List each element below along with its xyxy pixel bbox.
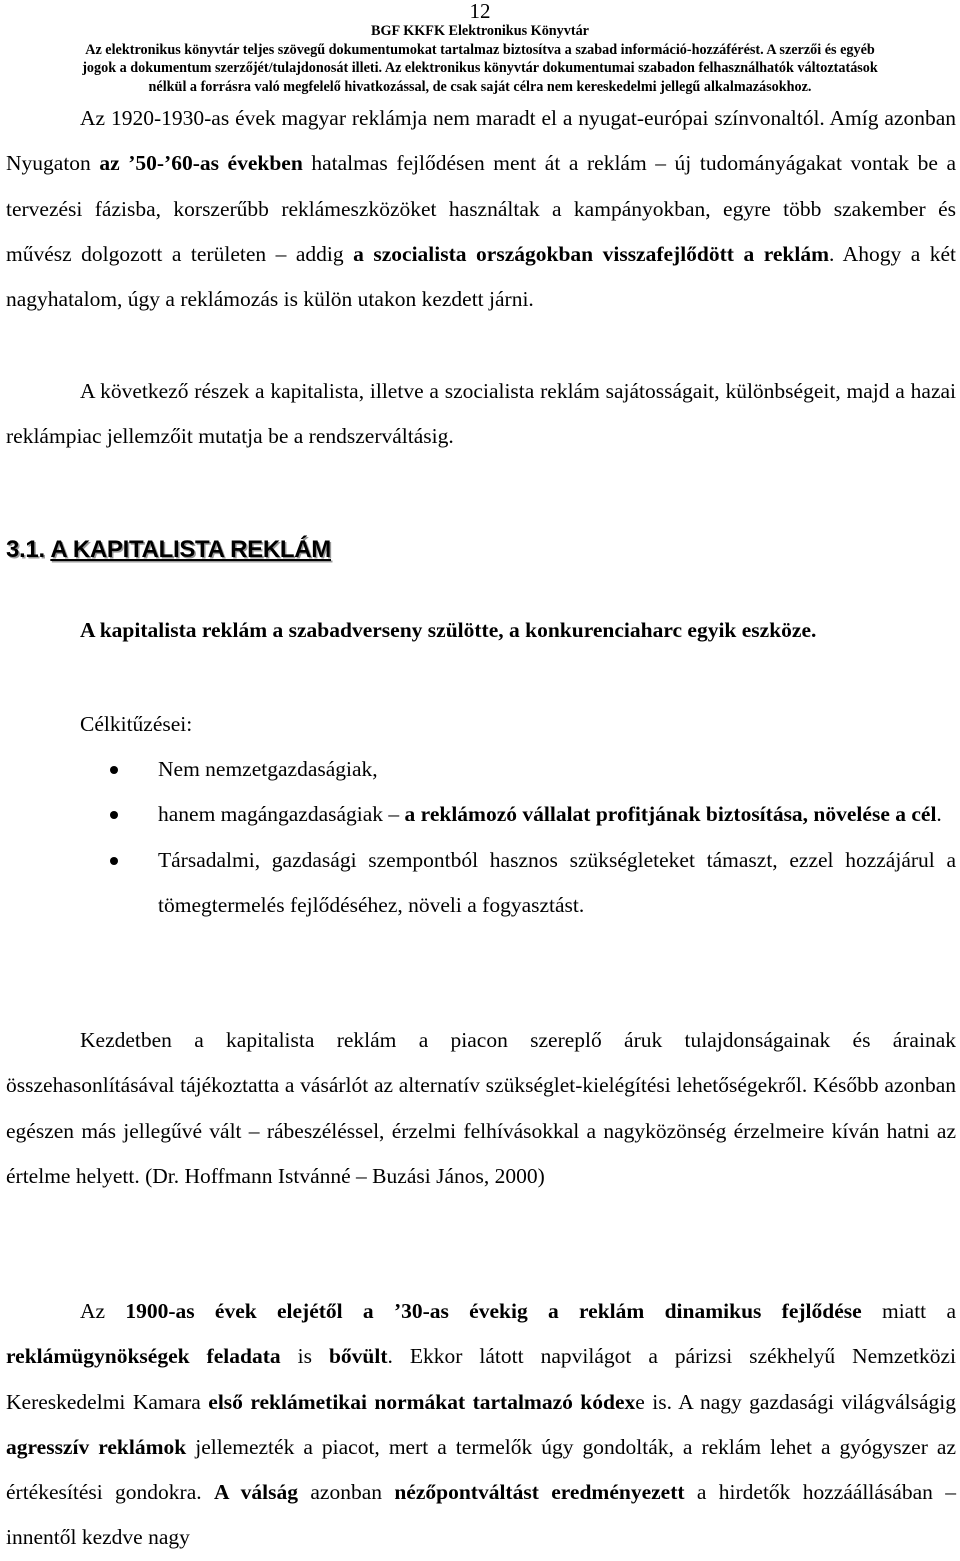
copyright-notice [0, 22, 960, 96]
section-lead: A kapitalista reklám a szabadverseny szülötte, a konkurenciaharc egyik eszköze. [80, 618, 817, 642]
section-title: A KAPITALISTA REKLÁM [50, 536, 331, 563]
paragraph-intro: Az 1920-1930-as évek magyar reklámja nem maradt el a nyugat-európai színvonaltól. Amíg azonban Nyugaton az ’50-’60-as években hatalmas fejlődésen ment át a reklám – új tudományágakat vontak be a tervezési fázisba, korszerűbb reklámeszközöket használtak a kampányokban, egyre több szakember és művész dolgozott a területen – addig a szocialista országokban visszafejlődött a reklám. Ahogy a két nagyhatalom, úgy a reklámozás is külön utakon kezdett járni. [6, 106, 957, 312]
section-number: 3.1. [6, 536, 45, 563]
notice-line-2: jogok a dokumentum szerzőjét/tulajdonosát illeti. Az elektronikus könyvtár dokumentumai szabadon felhasználhatók változtatások [82, 60, 878, 76]
page-number: 12 [469, 0, 491, 23]
goals-list [0, 747, 956, 928]
list-item: Társadalmi, gazdasági szempontból hasznos szükségleteket támaszt, ezzel hozzájárul a tömegtermelés fejlődéséhez, növeli a fogyasztást. [0, 838, 956, 929]
bullet-icon [110, 766, 118, 774]
notice-line-3: nélkül a forrásra való megfelelő hivatkozással, de csak saját célra nem kereskedelmi jellegű alkalmazásokhoz. [148, 78, 812, 95]
paragraph-history: Az 1900-as évek elejétől a ’30-as évekig a reklám dinamikus fejlődése miatt a reklámügynökségek feladata is bővült. Ekkor látott napvilágot a párizsi székhelyű Nemzetközi Kereskedelmi Kamara első reklámetikai normákat tartalmazó kódexe is. A nagy gazdasági világválságig agresszív reklámok jellemezték a piacot, mert a termelők úgy gondolták, a reklám lehet a gyógyszer az értékesítési gondokra. A válság azonban nézőpontváltást eredményezett a hirdetők hozzáállásában – innentől kezdve nagy [6, 1299, 956, 1550]
section-heading [6, 536, 331, 564]
list-item: hanem magángazdaságiak – a reklámozó vállalat profitjának biztosítása, növelése a cél. [0, 792, 956, 837]
paragraph-early-advertising: Kezdetben a kapitalista reklám a piacon szereplő áruk tulajdonságainak és árainak összehasonlításával tájékoztatta a vásárlót az alternatív szükséglet-kielégítési lehetőségekről. Később azonban egészen más jellegűvé vált – rábeszéléssel, érzelmi felhívásokkal a nagyközönség érzelmeire kíván hatni az értelme helyett. (Dr. Hoffmann Istvánné – Buzási János, 2000) [6, 1028, 956, 1188]
list-item: Nem nemzetgazdaságiak, [0, 747, 956, 792]
library-name: BGF KKFK Elektronikus Könyvtár [371, 23, 589, 39]
bullet-icon [110, 857, 118, 865]
notice-line-1: Az elektronikus könyvtár teljes szövegű dokumentumokat tartalmaz biztosítva a szabad információ-hozzáférést. A szerzői és egyéb [85, 41, 875, 58]
goals-label: Célkitűzései: [80, 712, 193, 736]
paragraph-overview: A következő részek a kapitalista, illetve a szocialista reklám sajátosságait, különbségeit, majd a hazai reklámpiac jellemzőit mutatja be a rendszerváltásig. [6, 379, 956, 449]
bullet-icon [110, 811, 118, 819]
